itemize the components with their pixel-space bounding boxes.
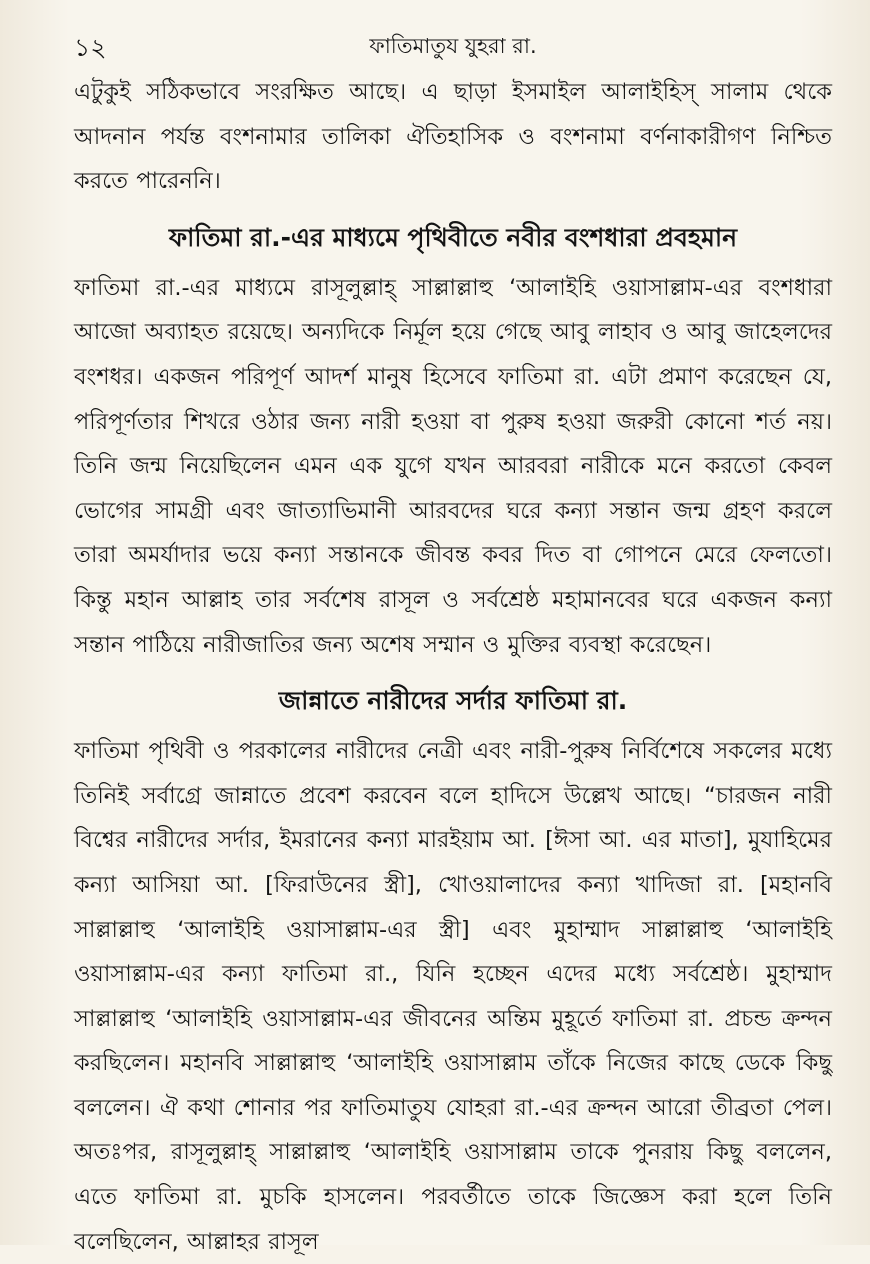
paragraph-paradise: ফাতিমা পৃথিবী ও পরকালের নারীদের নেত্রী এবং নারী-পুরুষ নির্বিশেষে সকলের মধ্যে তিনিই সর্বাগ্রে জান্নাতে প্রবেশ করবেন বলে হাদিসে উল্লেখ আছে। “চারজন নারী বিশ্বের নারীদের সর্দার, ইমরানের কন্যা মারইয়াম আ. [ঈসা আ. এর মাতা], মুযাহিমের কন্যা আসিয়া আ. [ফিরাউনের স্ত্রী], খোওয়ালাদের কন্যা খাদিজা রা. [মহানবি সাল্লাল্লাহু ‘আলাইহি ওয়াসাল্লাম-এর স্ত্রী] এবং মুহাম্মাদ সাল্লাল্লাহু ‘আলাইহি ওয়াসাল্লাম-এর কন্যা ফাতিমা রা., যিনি হচ্ছেন এদের মধ্যে সর্বশ্রেষ্ঠ। মুহাম্মাদ সাল্লাল্লাহু ‘আলাইহি ওয়াসাল্লাম-এর জীবনের অন্তিম মুহূর্তে ফাতিমা রা. প্রচন্ড ক্রন্দন করছিলেন। মহানবি সাল্লাল্লাহু ‘আলাইহি ওয়াসাল্লাম তাঁকে নিজের কাছে ডেকে কিছু বললেন। ঐ কথা শোনার পর ফাতিমাতুয যোহরা রা.-এর ক্রন্দন আরো তীব্রতা পেল। অতঃপর, রাসূলুল্লাহ্ সাল্লাল্লাহু ‘আলাইহি ওয়াসাল্লাম তাকে পুনরায় কিছু বললেন, এতে ফাতিমা রা. মুচকি হাসলেন। পরবর্তীতে তাকে জিজ্ঞেস করা হলে তিনি বলেছিলেন, আল্লাহর রাসূল bbox=[74, 738, 832, 1255]
section-heading-lineage: ফাতিমা রা.-এর মাধ্যমে পৃথিবীতে নবীর বংশধারা প্রবহমান bbox=[168, 222, 738, 252]
section-heading-paradise: জান্নাতে নারীদের সর্দার ফাতিমা রা. bbox=[278, 686, 628, 716]
page-number: ১২ bbox=[74, 33, 107, 62]
paragraph-intro: এটুকুই সঠিকভাবে সংরক্ষিত আছে। এ ছাড়া ইসমাইল আলাইহিস্ সালাম থেকে আদনান পর্যন্ত বংশনামার তালিকা ঐতিহাসিক ও বংশনামা বর্ণনাকারীগণ নিশ্চিত করতে পারেননি। bbox=[74, 79, 832, 195]
running-title: ফাতিমাতুয যুহরা রা. bbox=[369, 34, 537, 58]
paragraph-lineage: ফাতিমা রা.-এর মাধ্যমে রাসূলুল্লাহ্ সাল্লাল্লাহু ‘আলাইহি ওয়াসাল্লাম-এর বংশধারা আজো অব্যাহত রয়েছে। অন্যদিকে নির্মূল হয়ে গেছে আবু লাহাব ও আবু জাহেলদের বংশধর। একজন পরিপূর্ণ আদর্শ মানুষ হিসেবে ফাতিমা রা. এটা প্রমাণ করেছেন যে, পরিপূর্ণতার শিখরে ওঠার জন্য নারী হওয়া বা পুরুষ হওয়া জরুরী কোনো শর্ত নয়। তিনি জন্ম নিয়েছিলেন এমন এক যুগে যখন আরবরা নারীকে মনে করতো কেবল ভোগের সামগ্রী এবং জাত্যাভিমানী আরবদের ঘরে কন্যা সন্তান জন্ম গ্রহণ করলে তারা অমর্যাদার ভয়ে কন্যা সন্তানকে জীবন্ত কবর দিত বা গোপনে মেরে ফেলতো। কিন্তু মহান আল্লাহ তার সর্বশেষ রাসূল ও সর্বশ্রেষ্ঠ মহামানবের ঘরে একজন কন্যা সন্তান পাঠিয়ে নারীজাতির জন্য অশেষ সম্মান ও মুক্তির ব্যবস্থা করেছেন। bbox=[74, 274, 832, 658]
running-header bbox=[74, 24, 832, 70]
